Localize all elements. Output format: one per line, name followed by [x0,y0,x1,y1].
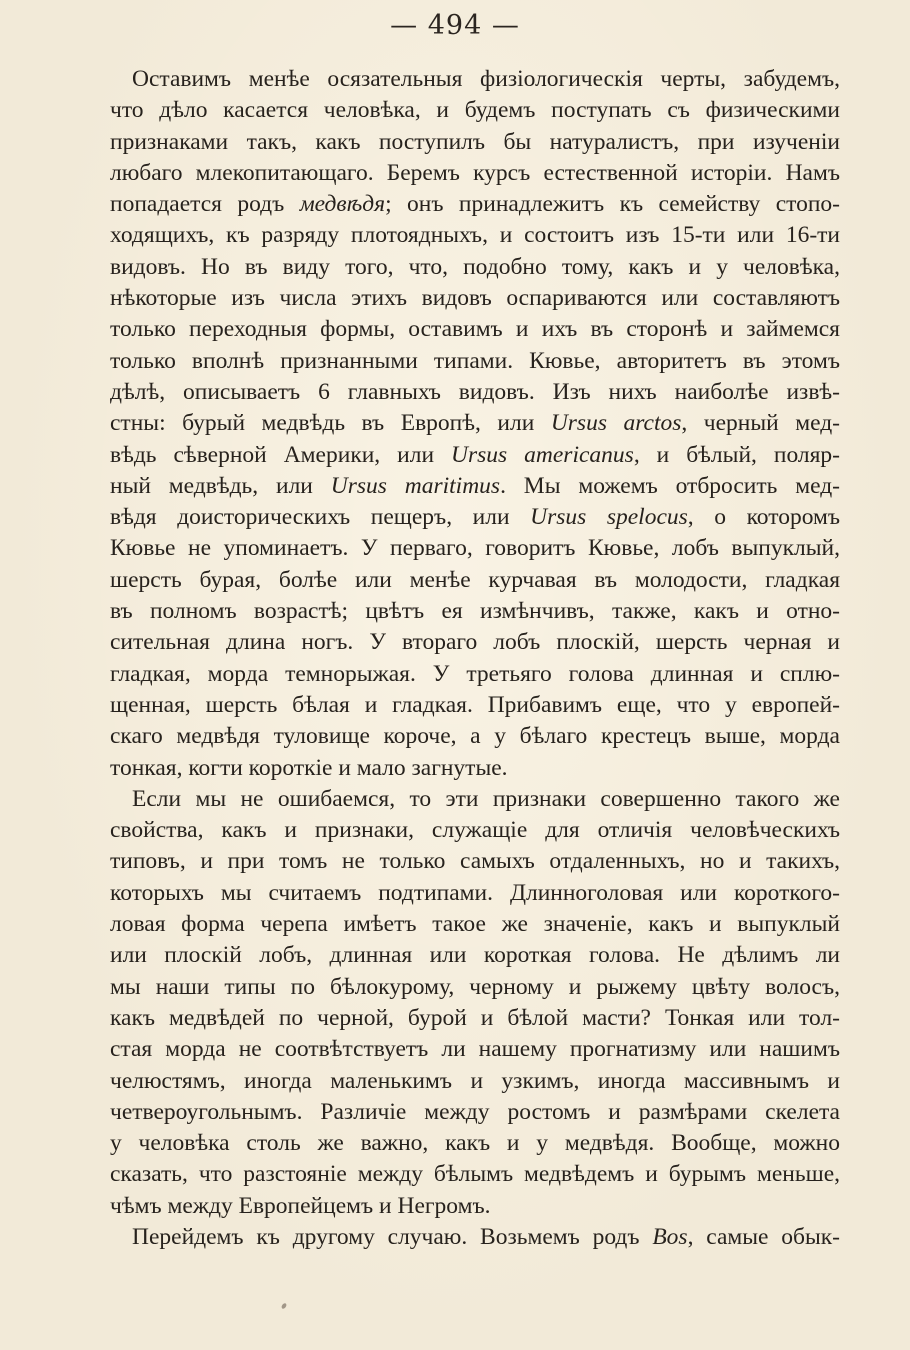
text-line: стая морда не соотвѣтствуетъ ли нашему прогнатизму или нашимъ [110,1036,840,1063]
text-line: четвероугольнымъ. Различіе между ростомъ и размѣрами скелета [110,1098,840,1125]
text-line: типовъ, и при томъ не только самыхъ отдаленныхъ, но и такихъ, [110,848,840,875]
text-line: любаго млекопитающаго. Беремъ курсъ естественной исторіи. Намъ [110,159,840,186]
text-line: челюстямъ, иногда маленькимъ и узкимъ, иногда массивнымъ и [110,1067,840,1094]
text-line: шерсть бурая, болѣе или менѣе курчавая въ молодости, гладкая [110,566,840,593]
text-line: признаками такъ, какъ поступилъ бы натуралистъ, при изученіи [110,128,840,155]
text-line: или плоскій лобъ, длинная или короткая голова. Не дѣлимъ ли [110,942,840,969]
text-line: что дѣло касается человѣка, и будемъ поступать съ физическими [110,97,840,124]
text-line: сказать, что разстояніе между бѣлымъ медвѣдемъ и бурымъ меньше, [110,1161,840,1188]
text-line: Перейдемъ къ другому случаю. Возьмемъ родъ Bos, самые обык- [132,1223,840,1250]
paragraph-3 [110,1222,840,1253]
text-line: нѣкоторые изъ числа этихъ видовъ оспариваются или составляютъ [110,285,840,312]
text-line: которыхъ мы считаемъ подтипами. Длинноголовая или короткого- [110,879,840,906]
ink-speck [281,1302,288,1309]
text-line: ный медвѣдь, или Ursus maritimus. Мы можемъ отбросить мед- [110,472,840,499]
text-line: свойства, какъ и признаки, служащіе для отличія человѣческихъ [110,817,840,844]
paragraph-1 [110,64,840,784]
text-line: Если мы не ошибаемся, то эти признаки совершенно такого же [132,785,840,812]
text-line: вѣдя доисторическихъ пещеръ, или Ursus spelocus, о которомъ [110,504,840,531]
text-line: вѣдь сѣверной Америки, или Ursus americanus, и бѣлый, поляр- [110,441,840,468]
text-line: видовъ. Но въ виду того, что, подобно тому, какъ и у человѣка, [110,253,840,280]
paragraph-2 [110,784,840,1222]
text-line: мы наши типы по бѣлокурому, черному и рыжему цвѣту волосъ, [110,973,840,1000]
text-line: дѣлѣ, описываетъ 6 главныхъ видовъ. Изъ нихъ наиболѣе извѣ- [110,378,840,405]
text-line: только вполнѣ признанными типами. Кювье, авторитетъ въ этомъ [110,347,840,374]
text-line: скаго медвѣдя туловище короче, а у бѣлаго крестецъ выше, морда [110,723,840,750]
text-line: чѣмъ между Европейцемъ и Негромъ. [110,1192,491,1219]
text-line: только переходныя формы, оставимъ и ихъ въ сторонѣ и займемся [110,316,840,343]
text-line: ходящихъ, къ разряду плотоядныхъ, и состоитъ изъ 15-ти или 16-ти [110,222,840,249]
text-line: щенная, шерсть бѣлая и гладкая. Прибавимъ еще, что у европей- [110,691,840,718]
text-line: какъ медвѣдей по черной, бурой и бѣлой масти? Тонкая или тол- [110,1004,840,1031]
page-number: — 494 — [390,10,520,41]
body-text [110,64,840,1253]
text-line: стны: бурый медвѣдь въ Европѣ, или Ursus arctos, черный мед- [110,410,840,437]
text-line: въ полномъ возрастѣ; цвѣтъ ея измѣнчивъ, также, какъ и отно- [110,598,840,625]
text-line: у человѣка столь же важно, какъ и у медвѣдя. Вообще, можно [110,1130,840,1157]
text-line: Оставимъ менѣе осязательныя физіологическія черты, забудемъ, [132,66,840,92]
text-line: ловая форма черепа имѣетъ такое же значеніе, какъ и выпуклый [110,911,840,938]
text-line: гладкая, морда темнорыжая. У третьяго голова длинная и сплю- [110,660,840,687]
text-line: сительная длина ногъ. У втораго лобъ плоскій, шерсть черная и [110,629,840,656]
text-line: Кювье не упоминаетъ. У перваго, говоритъ Кювье, лобъ выпуклый, [110,535,840,562]
text-line: тонкая, когти короткіе и мало загнутые. [110,754,508,781]
text-line: попадается родъ медвѣдя; онъ принадлежитъ къ семейству стопо- [110,191,840,218]
